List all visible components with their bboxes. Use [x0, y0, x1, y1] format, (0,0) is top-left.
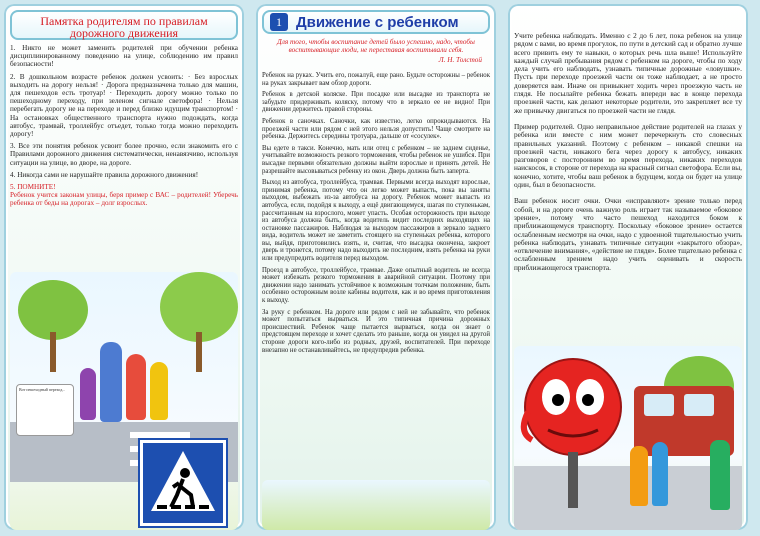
memo-item-3: 3. Все эти понятия ребенок усвоит более прочно, если знакомить его с Правилами дорожного движения систематически, ненавязчиво, используя ситуации на улице, во дворе, на дороге. [10, 142, 238, 167]
paragraph-taxi: Вы едете в такси. Конечно, мать или отец с ребенком – не заднем сиденье, учитывайте возможность резкого торможения, чтобы ребенок не ушибся. При высадке первыми обязательно должны выйти взрослые и принять детей. Не разрешайте высовываться ребенку из окон. Дверь должна быть заперта. [262, 144, 490, 175]
quote-author: Л. Н. Толстой [438, 56, 482, 64]
paragraph-in-arms: Ребенок на руках. Учить его, пожалуй, еще рано. Будьте осторожны – ребенок на руках закрывает вам обзор дороги. [262, 72, 490, 87]
paragraph-sled: Ребенок в саночках. Саночки, как известно, легко опрокидываются. На проезжей части или рядом с ней этого нельзя допустить! Чаще смотрите на ребенка. Держитесь середины тротуара, дальше от «сосулек». [262, 117, 490, 141]
crosswalk-sign-icon [140, 440, 226, 526]
panel1-title: Памятка родителям по правилам дорожного движения [10, 10, 238, 40]
grass-strip [262, 480, 490, 530]
paragraph-hand: За руку с ребенком. На дороге или рядом с ней не забывайте, что ребенок может попытаться вырваться. И это типичная причина дорожных происшествий. Ребенок чаще пытается вырваться, когда он знает о предстоящем переходе и хочет сделать это раньше, когда он увидел на другой стороне дороги кого-либо из родных, друзей, воспитателей. При переходе внезапно не останавливайтесь, не предупредив ребенка. [262, 308, 490, 354]
memo-item-2: 2. В дошкольном возрасте ребенок должен усвоить: · Без взрослых выходить на дорогу нельзя! · Дорога предназначена только для машин, для пешеходов есть тротуар! · Переходить дорогу можно только по пешеходному переходу, при зеленом сигнале светофора! · Нельзя перебегать дорогу не на переходе и перед близко идущим транспортом! · На остановках общественного транспорта нужно подождать, когда автобус, трамвай, троллейбус отъедет, только тогда можно переходить дорогу! [10, 72, 238, 139]
paragraph-stroller: Ребенок в детской коляске. При посадке или высадке из транспорта не забудьте придерживать коляску, потому что в зеркало ее не видно! При движении держитесь правой стороны. [262, 91, 490, 114]
section-badge: 1 [270, 13, 288, 31]
panel-teach-observe [508, 4, 748, 530]
remember-text: Ребенок учится законам улицы, беря пример с ВАС – родителей! Уберечь ребенка от беды на дорогах – долг взрослых. [10, 191, 238, 208]
remember-heading: 5. ПОМНИТЕ! [10, 183, 56, 192]
street-crossing-illustration [10, 272, 238, 530]
memo-item-4: 4. Никогда сами не нарушайте правила дорожного движения! [10, 170, 199, 179]
paragraph-observe: Учите ребенка наблюдать. Именно с 2 до 6 лет, пока ребенок на улице рядом с вами, во время прогулок, по пути в детский сад и обратно лучше всего привить ему те навыки, о которых речь шла выше! Используйте каждый случай пребывания рядом с ребенком на дороге, чтобы по ходу дела учить его наблюдать, узнавать типичные дорожные «ловушки». Пусть при переходе проезжей части он тоже наблюдает, а не просто доверяется вам. Иначе он привыкнет ходить через проезжую часть не глядя. Не посылайте ребенка бежать впереди вас в конце перехода проезжей части, как делают некоторые родители, это закрепляет все ту же привычку двигаться по проезжей части не глядя. [514, 31, 742, 115]
traffic-light-character-icon [518, 352, 628, 512]
panel2-text [262, 72, 490, 358]
panel1-text [10, 44, 238, 212]
memo-item-1: 1. Никто не может заменить родителей при обучении ребенка дисциплинированному поведению на улице, соблюдению им правил безопасности! [10, 44, 238, 69]
panel2-title-bar [262, 10, 490, 34]
traffic-light-illustration [514, 346, 742, 530]
poem-note: Вот пешеходный переход... [16, 384, 74, 436]
panel-parents-memo [4, 4, 244, 530]
panel-moving-with-child [256, 4, 496, 530]
paragraph-parents-example: Пример родителей. Одно неправильное действие родителей на глазах у ребенка или вместе с ним может перечеркнуть сто словесных правильных указаний. Поэтому с ребенком – никакой спешки на проезжей части, никакого бега через дорогу к автобусу, никаких разговоров с посторонним во время перехода, никаких переходов наискосок, в стороне от перехода на красный сигнал светофора. Если вы, конечно, хотите, чтобы ваш ребенок в будущем, когда он будет на улице один, был в безопасности. [514, 121, 742, 190]
tolstoy-quote: Для того, чтобы воспитание детей было успешно, надо, чтобы воспитывающие люди, не переставая воспитывали себя. [277, 38, 475, 55]
panel2-title: Движение с ребенком [296, 14, 459, 31]
paragraph-bus-ride: Проезд в автобусе, троллейбусе, трамвае. Даже опытный водитель не всегда может избежать резкого торможения в аварийной ситуации. Поэтому при движении надо занимать устойчивое к возможным толчкам положение, быть особенно осторожным возле кабины водителя, как и во время приготовления к выходу. [262, 266, 490, 305]
paragraph-glasses: Ваш ребенок носит очки. Очки «исправляют» зрение только перед собой, и на дороге очень важную роль играет так называемое «боковое зрение», потому что часто пешеход находится боком к приближающемуся транспорту. Поскольку «боковое зрение» остается ослабленным несмотря на очки, надо с удвоенной тщательностью учить ребенка наблюдать, узнавать типичные ситуации «закрытого обзора», «отвлечение внимания», «действие не глядя». Более тщательно ребенка с ослабленным зрением надо учить оценивать и скорость приближающегося транспорта. [514, 196, 742, 272]
paragraph-bus-exit: Выход из автобуса, троллейбуса, трамвая. Первыми всегда выходят взрослые, принимая ребенка, потому что он легко может выпасть, пока вы заняты выходом, выбежать из-за автобуса на дорогу. Ребенок может выпасть из автобуса, если, подойдя к выходу, а ещё двигающемуся, шагая по ступенькам, рассчитанным на взрослого, может упасть. Особая осторожность при выходе из автобуса должна быть, когда водитель видит последних выходящих на остановке пассажиров. Наблюдая за выходом пассажиров в зеркало заднего вида, водитель может не заметить стоящего на ступеньках ребенка, которого вы, выйдя, приготовились взять, и, считая, что высадка окончена, закроет дверь и тронется, потому надо выходить не последним, взять ребенка на руки или предупредить водителя перед выходом. [262, 179, 490, 263]
panel3-text [514, 32, 742, 276]
